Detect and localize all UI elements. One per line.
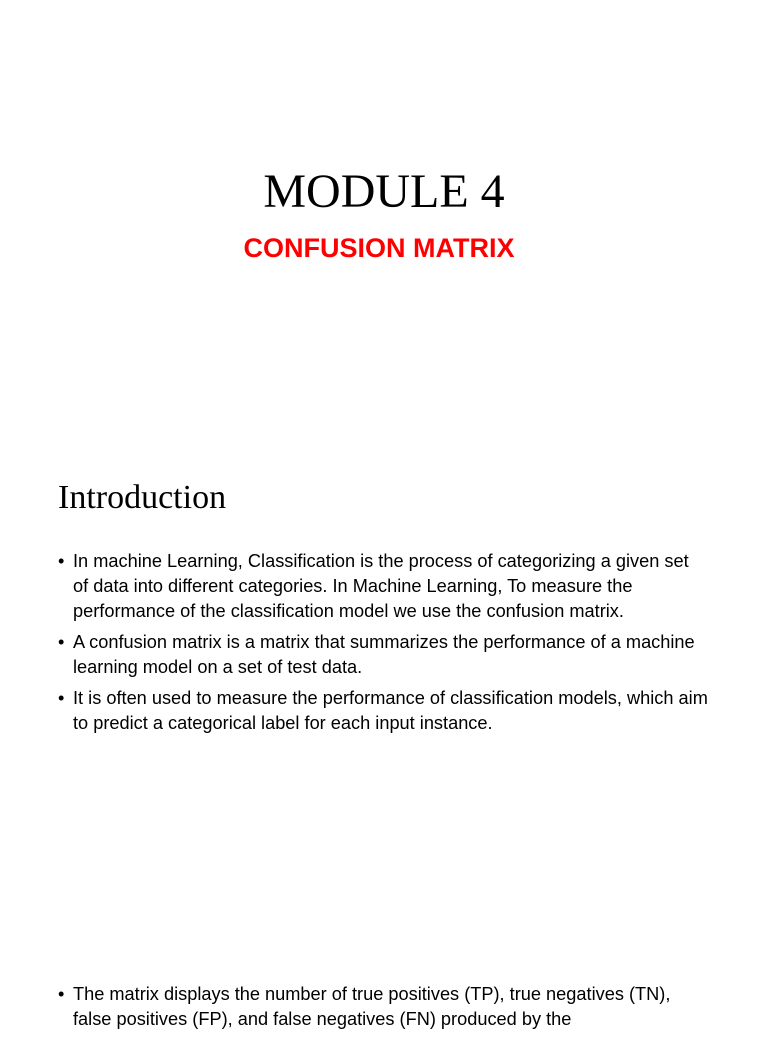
module-subtitle: CONFUSION MATRIX (243, 233, 515, 263)
bullet-dot-icon: • (58, 551, 65, 571)
bullet-item (58, 549, 708, 624)
module-title: MODULE 4 (263, 165, 505, 218)
title-slide (0, 0, 768, 432)
introduction-slide (0, 432, 768, 1029)
bullet-list (58, 549, 708, 742)
lower-bullet-list (58, 982, 708, 1038)
bullet-text: The matrix displays the number of true positives (TP), true negatives (TN), false positives (FP), and false negatives (FN) produced by the (73, 984, 671, 1029)
bullet-item (58, 686, 708, 736)
bullet-dot-icon: • (58, 632, 65, 652)
bullet-text: In machine Learning, Classification is the process of categorizing a given set of data into different categories. In Machine Learning, To measure the performance of the classification model we use the confusion matrix. (73, 551, 689, 621)
bullet-dot-icon: • (58, 688, 65, 708)
bullet-item (58, 982, 708, 1032)
bullet-item (58, 630, 708, 680)
bullet-dot-icon: • (58, 984, 65, 1004)
bullet-text: A confusion matrix is a matrix that summarizes the performance of a machine learning model on a set of test data. (73, 632, 695, 677)
bullet-text: It is often used to measure the performance of classification models, which aim to predict a categorical label for each input instance. (73, 688, 708, 733)
slide-heading: Introduction (58, 479, 227, 516)
